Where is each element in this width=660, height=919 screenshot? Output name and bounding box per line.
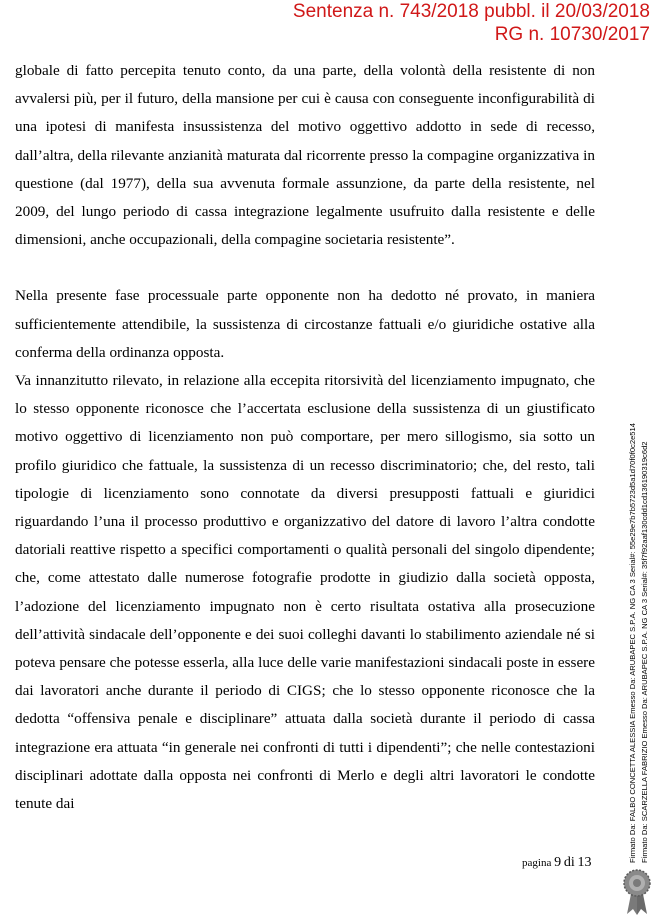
signature-line: Firmato Da: SCARZELLA FABRIZIO Emesso Da: ARUBAPEC S.P.A. NG CA 3 Serial#: 35f7f92aaf130cdd1cd136190319c6d2: [640, 441, 649, 863]
page-footer: [522, 855, 591, 871]
signature-margin: [614, 383, 650, 863]
sentence-number: Sentenza n. 743/2018 pubbl. il 20/03/2018: [292, 1, 650, 22]
page-of-label: di: [563, 855, 575, 870]
case-number: RG n. 10730/2017: [494, 24, 650, 45]
page-total: 13: [577, 855, 592, 870]
document-body: [15, 57, 595, 818]
signature-line: Firmato Da: FALBO CONCETTA ALESSIA Emesso Da: ARUBAPEC S.P.A. NG CA 3 Serial#: 55e29e7b7b5723d5a1d70f0f0c2e514: [628, 423, 637, 863]
document-header: [293, 0, 650, 46]
paragraph: Va innanzitutto rilevato, in relazione alla eccepita ritorsività del licenziamento impugnato, che lo stesso opponente riconosce che l’accertata esclusione della sussistenza di un giustificato motivo oggettivo di licenziamento non può comportare, per mero sillogismo, sia sotto un profilo giuridico che fattuale, la sussistenza di un recesso discriminatorio; che, del resto, tali tipologie di licenziamento sono connotate da diversi presupposti fattuali e giuridici riguardando l’una il processo produttivo e organizzativo del datore di lavoro l’altra condotte datoriali reattive rispetto a specifici comportamenti o qualità personali del singolo dipendente; che, come attestato dalle numerose fotografie prodotte in giudizio dalla società opposta, l’adozione del licenziamento impugnato non è certo risultata ostativa alla prosecuzione dell’attività sindacale dell’opponente e dei suoi colleghi davanti lo stabilimento aziendale né si poteva pensare che potesse esserla, alla luce delle varie manifestazioni sindacali poste in essere dai lavoratori anche durante il periodo di CIGS; che lo stesso opponente riconosce che la dedotta “offensiva penale e disciplinare” attuata dalla società durante il periodo di cassa integrazione era attuata “in generale nei confronti di tutti i dipendenti”; che nelle contestazioni disciplinari adottate dalla opposta nei confronti di Merlo e degli altri lavoratori le condotte tenute dai: [15, 372, 595, 813]
paragraph: globale di fatto percepita tenuto conto, da una parte, della volontà della resistente di non avvalersi più, per il futuro, della mansione per cui è causa con conseguente inconfigurabilità di una ipotesi di manifesta insussistenza del motivo oggettivo addotto in sede di recesso, dall’altra, della rilevante anzianità maturata dal ricorrente presso la compagine organizzativa in questione (dal 1977), della sua avvenuta formale assunzione, da parte della resistente, nel 2009, del lungo periodo di cassa integrazione legalmente usufruito dalla resistente e delle dimensioni, anche occupazionali, della compagine societaria resistente”.: [15, 62, 595, 249]
page-label: pagina: [522, 857, 552, 869]
page-number: 9: [554, 855, 562, 870]
paragraph: Nella presente fase processuale parte opponente non ha dedotto né provato, in maniera sufficientemente attendibile, la sussistenza di circostanze fattuali e/o giuridiche ostative alla conferma della ordinanza opposta.: [15, 287, 595, 361]
rosette-seal-icon: [622, 868, 652, 916]
